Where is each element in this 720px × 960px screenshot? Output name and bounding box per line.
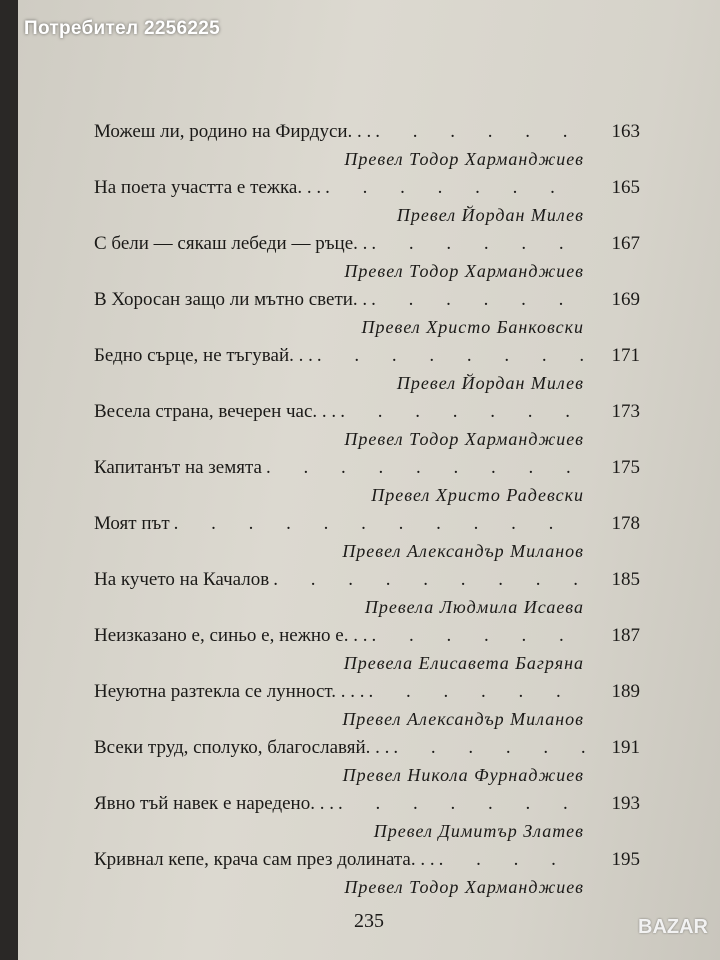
toc-title-row xyxy=(94,734,640,762)
toc-title-row xyxy=(94,790,640,818)
toc-title-row xyxy=(94,510,640,538)
translator-credit: Превел Тодор Харманджиев xyxy=(344,149,584,169)
translator-credit: Превел Христо Радевски xyxy=(371,485,584,505)
toc-title-row xyxy=(94,118,640,146)
poem-title: Капитанът на земята xyxy=(94,457,262,478)
table-of-contents xyxy=(94,118,640,902)
poem-title: На поета участта е тежка. . . xyxy=(94,177,322,198)
toc-page-number: 175 xyxy=(611,457,640,478)
dot-leader xyxy=(266,454,586,482)
toc-title-row xyxy=(94,454,640,482)
toc-page-number: 173 xyxy=(611,401,640,422)
translator-credit: Превел Никола Фурнаджиев xyxy=(342,765,584,785)
toc-entry xyxy=(94,286,640,342)
poem-title: Всеки труд, сполуко, благославяй. . . xyxy=(94,737,390,758)
dot-leader xyxy=(371,622,586,650)
poem-title: Кривнал кепе, крача сам през долината. . . xyxy=(94,849,435,870)
toc-page-number: 195 xyxy=(611,849,640,870)
toc-entry xyxy=(94,342,640,398)
dot-leader xyxy=(273,566,586,594)
user-watermark: Потребител 2256225 xyxy=(24,18,221,39)
toc-page-number: 187 xyxy=(611,625,640,646)
dot-leader xyxy=(338,790,586,818)
dot-leader xyxy=(340,398,586,426)
toc-page-number: 169 xyxy=(611,289,640,310)
toc-entry xyxy=(94,566,640,622)
toc-entry xyxy=(94,846,640,902)
page-number: 235 xyxy=(354,910,384,932)
poem-title: В Хоросан защо ли мътно свети. . xyxy=(94,289,368,310)
toc-entry xyxy=(94,622,640,678)
poem-title: Моят път xyxy=(94,513,170,534)
poem-title: Бедно сърце, не тъгувай. . . xyxy=(94,345,313,366)
dot-leader xyxy=(325,174,586,202)
toc-entry xyxy=(94,734,640,790)
dot-leader xyxy=(317,342,586,370)
toc-entry xyxy=(94,454,640,510)
translator-credit: Превел Тодор Харманджиев xyxy=(344,261,584,281)
toc-page-number: 171 xyxy=(611,345,640,366)
book-page xyxy=(18,0,720,960)
toc-title-row xyxy=(94,678,640,706)
toc-entry xyxy=(94,174,640,230)
translator-credit: Превела Людмила Исаева xyxy=(364,597,584,617)
toc-entry xyxy=(94,510,640,566)
dot-leader xyxy=(375,118,586,146)
dot-leader xyxy=(371,286,586,314)
dot-leader xyxy=(174,510,586,538)
toc-page-number: 191 xyxy=(611,737,640,758)
toc-page-number: 185 xyxy=(611,569,640,590)
translator-credit: Превела Елисавета Багряна xyxy=(343,653,584,673)
dot-leader xyxy=(369,678,586,706)
poem-title: Можеш ли, родино на Фирдуси. . . xyxy=(94,121,372,142)
translator-credit: Превел Александър Миланов xyxy=(342,709,584,729)
toc-title-row xyxy=(94,342,640,370)
toc-page-number: 189 xyxy=(611,681,640,702)
toc-entry xyxy=(94,678,640,734)
toc-page-number: 165 xyxy=(611,177,640,198)
toc-page-number: 163 xyxy=(611,121,640,142)
poem-title: На кучето на Качалов xyxy=(94,569,270,590)
poem-title: Явно тъй навек е наредено. . . xyxy=(94,793,334,814)
toc-entry xyxy=(94,398,640,454)
poem-title: С бели — сякаш лебеди — ръце. . xyxy=(94,233,368,254)
translator-credit: Превел Александър Миланов xyxy=(342,541,584,561)
toc-entry xyxy=(94,118,640,174)
translator-credit: Превел Йордан Милев xyxy=(396,373,584,393)
toc-page-number: 193 xyxy=(611,793,640,814)
translator-credit: Превел Димитър Златев xyxy=(373,821,584,841)
toc-title-row xyxy=(94,846,640,874)
translator-credit: Превел Йордан Милев xyxy=(396,205,584,225)
toc-page-number: 178 xyxy=(611,513,640,534)
dot-leader xyxy=(439,846,586,874)
toc-page-number: 167 xyxy=(611,233,640,254)
poem-title: Неизказано е, синьо е, нежно е. . . xyxy=(94,625,368,646)
bazar-logo: BAZAR xyxy=(638,916,708,938)
translator-credit: Превел Тодор Харманджиев xyxy=(344,877,584,897)
toc-title-row xyxy=(94,286,640,314)
toc-entry xyxy=(94,230,640,286)
translator-credit: Превел Христо Банковски xyxy=(361,317,584,337)
dot-leader xyxy=(393,734,586,762)
toc-entry xyxy=(94,790,640,846)
poem-title: Весела страна, вечерен час. . . xyxy=(94,401,337,422)
translator-credit: Превел Тодор Харманджиев xyxy=(344,429,584,449)
toc-title-row xyxy=(94,174,640,202)
poem-title: Неуютна разтекла се лунност. . . . xyxy=(94,681,365,702)
toc-title-row xyxy=(94,566,640,594)
toc-title-row xyxy=(94,398,640,426)
toc-title-row xyxy=(94,230,640,258)
toc-title-row xyxy=(94,622,640,650)
dot-leader xyxy=(371,230,586,258)
